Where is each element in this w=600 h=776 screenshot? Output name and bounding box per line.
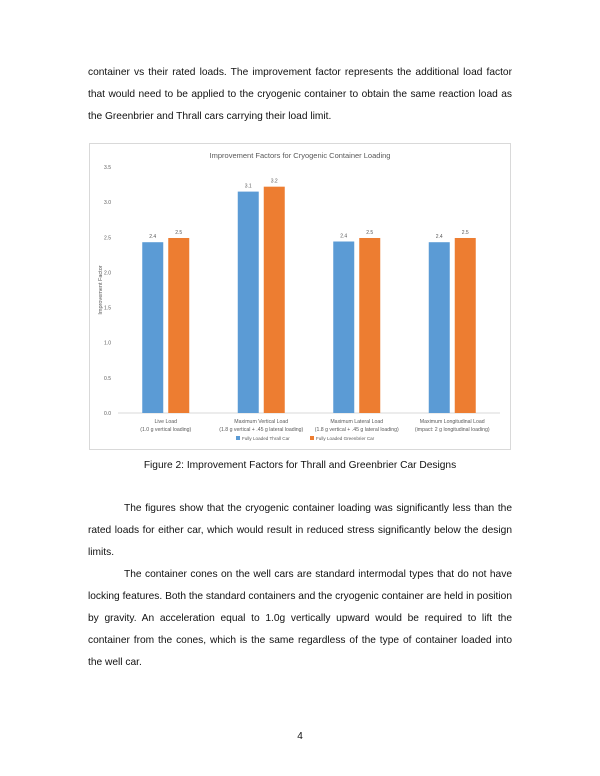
y-axis-label: Improvement Factor bbox=[98, 265, 104, 315]
page-number: 4 bbox=[297, 731, 303, 742]
data-label: 2.4 bbox=[340, 233, 348, 240]
chart-canvas bbox=[90, 144, 510, 449]
data-label: 3.1 bbox=[244, 183, 252, 190]
legend-swatch bbox=[310, 436, 314, 440]
bar-greenbrier bbox=[264, 187, 285, 413]
bar-thrall bbox=[238, 192, 259, 413]
legend-swatch bbox=[236, 436, 240, 440]
bar-chart bbox=[89, 143, 511, 450]
y-tick-label: 0.5 bbox=[104, 375, 111, 382]
y-tick-label: 3.5 bbox=[104, 165, 111, 171]
bar-thrall bbox=[429, 242, 450, 413]
y-tick-label: 1.0 bbox=[104, 340, 111, 347]
x-category-sublabel: (impact: 2 g longitudinal loading) bbox=[414, 427, 490, 433]
legend-label: Fully Loaded Greenbrier Car bbox=[316, 436, 375, 441]
x-category-label: Maximum Longitudinal Load bbox=[419, 419, 485, 425]
bar-greenbrier bbox=[359, 238, 380, 413]
data-label: 2.4 bbox=[435, 234, 443, 241]
data-label: 2.5 bbox=[175, 229, 183, 236]
x-category-sublabel: (1.0 g vertical loading) bbox=[140, 427, 192, 433]
bar-thrall bbox=[333, 242, 354, 413]
paragraph-intro: container vs their rated loads. The improvement factor represents the additional load factor that would need to be applied to the cryogenic container to obtain the same reaction load as the Greenbrier and Thrall cars carrying their load limit. bbox=[88, 67, 512, 122]
data-label: 2.4 bbox=[149, 234, 157, 241]
bar-greenbrier bbox=[455, 238, 476, 413]
legend-label: Fully Loaded Thrall Car bbox=[242, 436, 290, 441]
y-tick-label: 1.5 bbox=[104, 305, 111, 312]
y-tick-label: 2.0 bbox=[104, 270, 111, 277]
x-category-label: Maximum Lateral Load bbox=[330, 419, 384, 425]
y-tick-label: 3.0 bbox=[104, 200, 111, 207]
bar-greenbrier bbox=[168, 238, 189, 413]
data-label: 2.5 bbox=[366, 229, 374, 236]
figure-caption: Figure 2: Improvement Factors for Thrall and Greenbrier Car Designs bbox=[143, 460, 457, 471]
paragraph-findings: The figures show that the cryogenic container loading was significantly less than the rated loads for either car, which would result in reduced stress significantly below the design limits. bbox=[88, 503, 512, 558]
bar-thrall bbox=[142, 242, 163, 413]
paragraph-cones: The container cones on the well cars are standard intermodal types that do not have locking features. Both the standard containers and the cryogenic container are held in position by gravity. An acceleration equal to 1.0g vertically upward would be required to lift the container from the cones, which is the same regardless of the type of container loaded into the well car. bbox=[88, 569, 512, 668]
data-label: 3.2 bbox=[270, 178, 278, 185]
data-label: 2.5 bbox=[461, 229, 469, 236]
x-category-sublabel: (1.8 g vertical + .45 g lateral loading) bbox=[219, 427, 304, 433]
chart-title: Improvement Factors for Cryogenic Container Loading bbox=[209, 151, 391, 160]
x-category-sublabel: (1.8 g vertical + .45 g lateral loading) bbox=[314, 427, 399, 433]
x-category-label: Maximum Vertical Load bbox=[234, 419, 289, 425]
x-category-label: Live Load bbox=[154, 419, 177, 425]
y-tick-label: 2.5 bbox=[104, 235, 111, 242]
y-tick-label: 0.0 bbox=[104, 411, 111, 417]
